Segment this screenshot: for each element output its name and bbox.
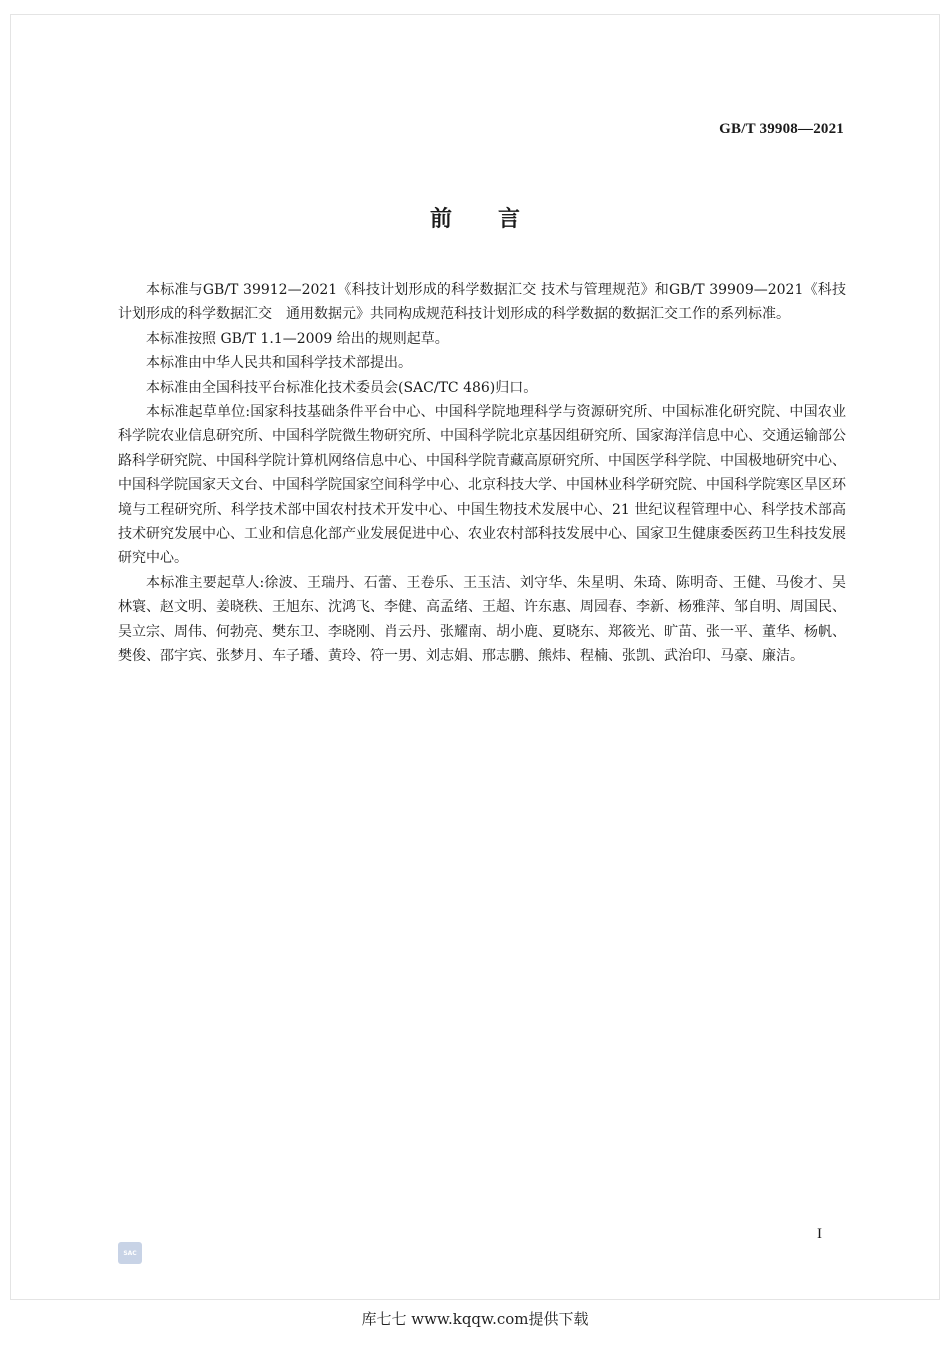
paragraph-proposer: 本标准由中华人民共和国科学技术部提出。	[146, 355, 412, 372]
sac-logo-icon: SAC	[118, 1242, 142, 1264]
paragraph-series-standards: 本标准与GB/T 39912—2021《科技计划形成的科学数据汇交 技术与管理规范》和GB/T 39909—2021《科技计划形成的科学数据汇交 通用数据元》共同构成规范科技计划形成的科学数据的数据汇交工作的系列标准。	[118, 282, 846, 323]
paragraph-committee: 本标准由全国科技平台标准化技术委员会(SAC/TC 486)归口。	[146, 379, 538, 396]
page-title: 前言	[429, 207, 566, 232]
paragraph-drafters: 本标准主要起草人:徐波、王瑞丹、石蕾、王卷乐、王玉洁、刘守华、朱星明、朱琦、陈明奇、王健、马俊才、吴林寰、赵文明、姜晓秩、王旭东、沈鸿飞、李健、高孟绪、王超、许东惠、周园春、李新、杨雅萍、邹自明、周国民、吴立宗、周伟、何勃亮、樊东卫、李晓刚、肖云丹、张耀南、胡小鹿、夏晓东、郑筱光、旷苗、张一平、董华、杨帆、樊俊、邵宇宾、张梦月、车子璠、黄玲、符一男、刘志娟、邢志鹏、熊炜、程楠、张凯、武治印、马豪、廉洁。	[118, 574, 846, 665]
paragraph-drafting-rules: 本标准按照 GB/T 1.1—2009 给出的规则起草。	[146, 330, 449, 347]
footer-download-text: 库七七 www.kqqw.com提供下载	[361, 1310, 589, 1328]
paragraph-drafting-units: 本标准起草单位:国家科技基础条件平台中心、中国科学院地理科学与资源研究所、中国标准化研究院、中国农业科学院农业信息研究所、中国科学院微生物研究所、中国科学院北京基因组研究所、国家海洋信息中心、交通运输部公路科学研究院、中国科学院计算机网络信息中心、中国科学院青藏高原研究所、中国医学科学院、中国极地研究中心、中国科学院国家天文台、中国科学院国家空间科学中心、北京科技大学、中国林业科学研究院、中国科学院寒区旱区环境与工程研究所、科学技术部中国农村技术开发中心、中国生物技术发展中心、21 世纪议程管理中心、科学技术部高技术研究发展中心、工业和信息化部产业发展促进中心、农业农村部科技发展中心、国家卫生健康委医药卫生科技发展研究中心。	[118, 404, 846, 567]
page-number: I	[817, 1226, 822, 1242]
standard-code: GB/T 39908—2021	[719, 121, 844, 137]
document-body	[118, 278, 846, 669]
